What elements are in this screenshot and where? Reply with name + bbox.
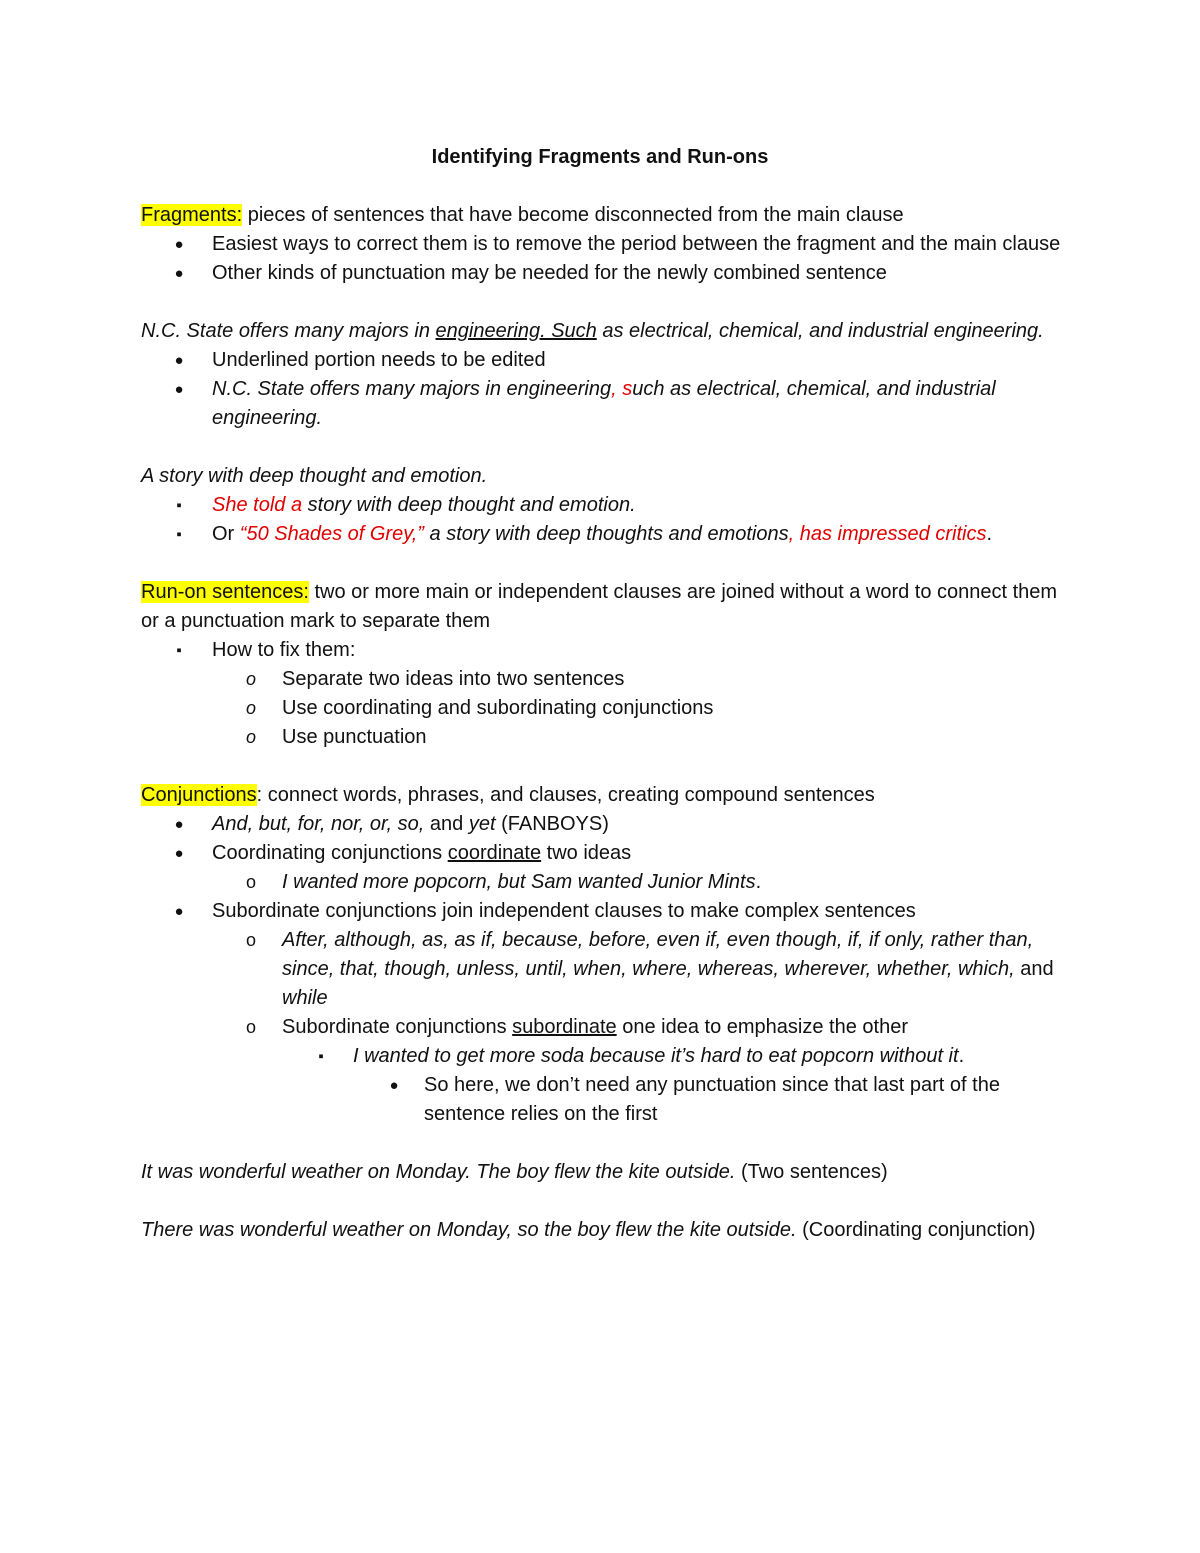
bullet-icon: [169, 259, 189, 288]
list-item: ● N.C. State offers many majors in engineering, such as electrical, chemical, and industrial engineering.: [141, 375, 1071, 433]
conjunctions-label: Conjunctions: [141, 784, 257, 806]
list-item: ▪ Or “50 Shades of Grey,” a story with deep thoughts and emotions, has impressed critics.: [141, 520, 1071, 549]
bullet-icon: [169, 230, 189, 259]
fragments-label: Fragments:: [141, 204, 243, 226]
square-bullet-icon: [169, 491, 189, 520]
circle-bullet-icon: [241, 926, 261, 956]
list-item: ● And, but, for, nor, or, so, and yet (FANBOYS): [141, 810, 1071, 839]
list-item: ● Coordinating conjunctions coordinate two ideas: [141, 839, 1071, 868]
runons-label: Run-on sentences:: [141, 581, 309, 603]
list-item: ● So here, we don’t need any punctuation since that last part of the sentence relies on the first: [141, 1071, 1071, 1129]
list-item: o Separate two ideas into two sentences: [141, 665, 1071, 694]
list-item: o Subordinate conjunctions subordinate one idea to emphasize the other: [141, 1013, 1071, 1042]
list-item: o After, although, as, as if, because, before, even if, even though, if, if only, rather than, since, that, though, unless, until, when, where, whereas, wherever, whether, which, and while: [141, 926, 1071, 1013]
circle-bullet-icon: [241, 1013, 261, 1043]
bullet-icon: [169, 346, 189, 375]
circle-bullet-icon: [241, 694, 261, 724]
square-bullet-icon: [311, 1042, 331, 1071]
fragments-bullets: [141, 230, 1071, 288]
circle-bullet-icon: [241, 868, 261, 898]
list-item: o I wanted more popcorn, but Sam wanted Junior Mints.: [141, 868, 1071, 897]
bullet-icon: [169, 810, 189, 839]
list-item: ● Other kinds of punctuation may be needed for the newly combined sentence: [141, 259, 1071, 288]
list-item: ▪ She told a story with deep thought and emotion.: [141, 491, 1071, 520]
square-bullet-icon: [169, 520, 189, 549]
conjunctions-definition: Conjunctions: connect words, phrases, and clauses, creating compound sentences: [141, 784, 875, 806]
conjunctions-bullets: [141, 810, 1071, 1129]
list-item: ▪ I wanted to get more soda because it’s hard to eat popcorn without it.: [141, 1042, 1071, 1071]
bullet-icon: [169, 839, 189, 868]
bullet-icon: [169, 375, 189, 404]
example-1-bullets: [141, 346, 1071, 433]
list-item: o Use punctuation: [141, 723, 1071, 752]
list-item: ● Easiest ways to correct them is to remove the period between the fragment and the main clause: [141, 230, 1071, 259]
bullet-icon: [169, 897, 189, 926]
list-item: ● Underlined portion needs to be edited: [141, 346, 1071, 375]
runons-bullets: [141, 636, 1071, 752]
bullet-icon: [384, 1071, 404, 1100]
closing-example-2: There was wonderful weather on Monday, so the boy flew the kite outside. (Coordinating conjunction): [141, 1219, 1036, 1241]
circle-bullet-icon: [241, 723, 261, 753]
page-title: Identifying Fragments and Run-ons: [431, 146, 769, 168]
list-item: ▪ How to fix them:: [141, 636, 1071, 665]
fragment-example-2: A story with deep thought and emotion.: [141, 465, 488, 487]
circle-bullet-icon: [241, 665, 261, 695]
list-item: ● Subordinate conjunctions join independent clauses to make complex sentences: [141, 897, 1071, 926]
runons-definition: Run-on sentences: two or more main or independent clauses are joined without a word to connect them or a punctuation mark to separate them: [141, 581, 1058, 632]
square-bullet-icon: [169, 636, 189, 665]
fragments-definition: Fragments: pieces of sentences that have become disconnected from the main clause: [141, 204, 904, 226]
example-2-bullets: [141, 491, 1071, 549]
list-item: o Use coordinating and subordinating conjunctions: [141, 694, 1071, 723]
fragment-example-1: N.C. State offers many majors in engineering. Such as electrical, chemical, and industrial engineering.: [141, 320, 1044, 342]
document-body: [141, 143, 1071, 1245]
closing-example-1: It was wonderful weather on Monday. The boy flew the kite outside. (Two sentences): [141, 1161, 888, 1183]
